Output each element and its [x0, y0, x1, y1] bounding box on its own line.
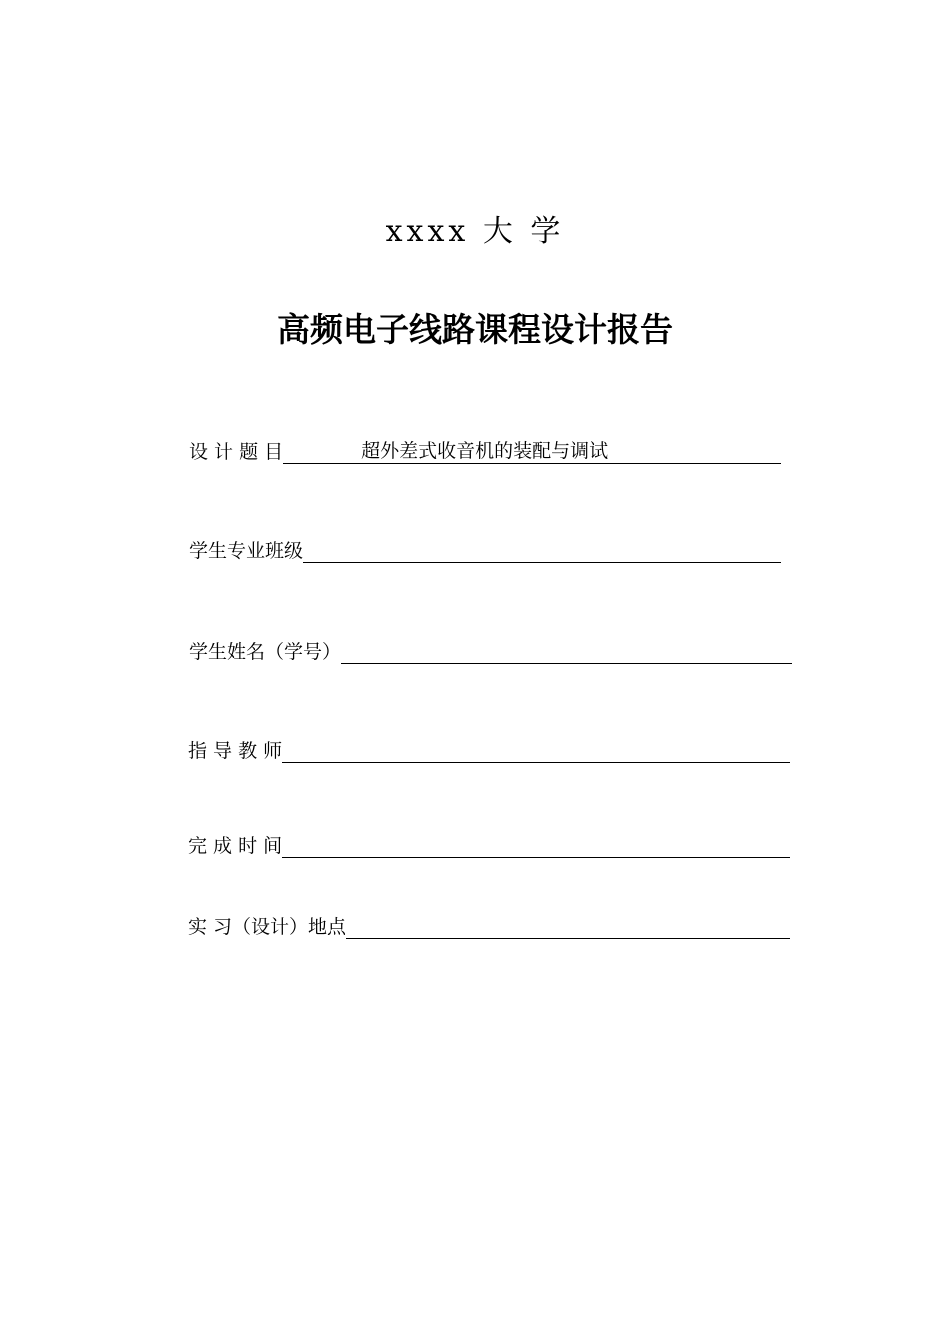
- design-topic-value: 超外差式收音机的装配与调试: [361, 440, 609, 462]
- design-topic-label: 设 计 题 目: [189, 441, 284, 463]
- completion-time-label: 完 成 时 间: [188, 835, 283, 857]
- completion-time-line[interactable]: [282, 833, 790, 858]
- student-class-label: 学生专业班级: [189, 540, 304, 562]
- field-design-topic: [189, 434, 781, 464]
- field-advisor: [188, 733, 790, 763]
- field-completion-time: [188, 828, 790, 858]
- internship-place-label: 实 习（设计）地点: [188, 916, 347, 938]
- advisor-line[interactable]: [282, 738, 790, 763]
- student-name-label: 学生姓名（学号）: [189, 641, 342, 663]
- student-name-line[interactable]: [341, 639, 792, 664]
- internship-place-line[interactable]: [346, 914, 790, 939]
- design-topic-line[interactable]: [283, 439, 781, 464]
- report-title: 高频电子线路课程设计报告: [277, 310, 673, 349]
- field-student-name: [189, 634, 792, 664]
- field-internship-place: [188, 909, 790, 939]
- student-class-line[interactable]: [303, 538, 781, 563]
- field-student-class: [189, 533, 781, 563]
- advisor-label: 指 导 教 师: [188, 740, 283, 762]
- university-name: xxxx 大 学: [385, 214, 565, 249]
